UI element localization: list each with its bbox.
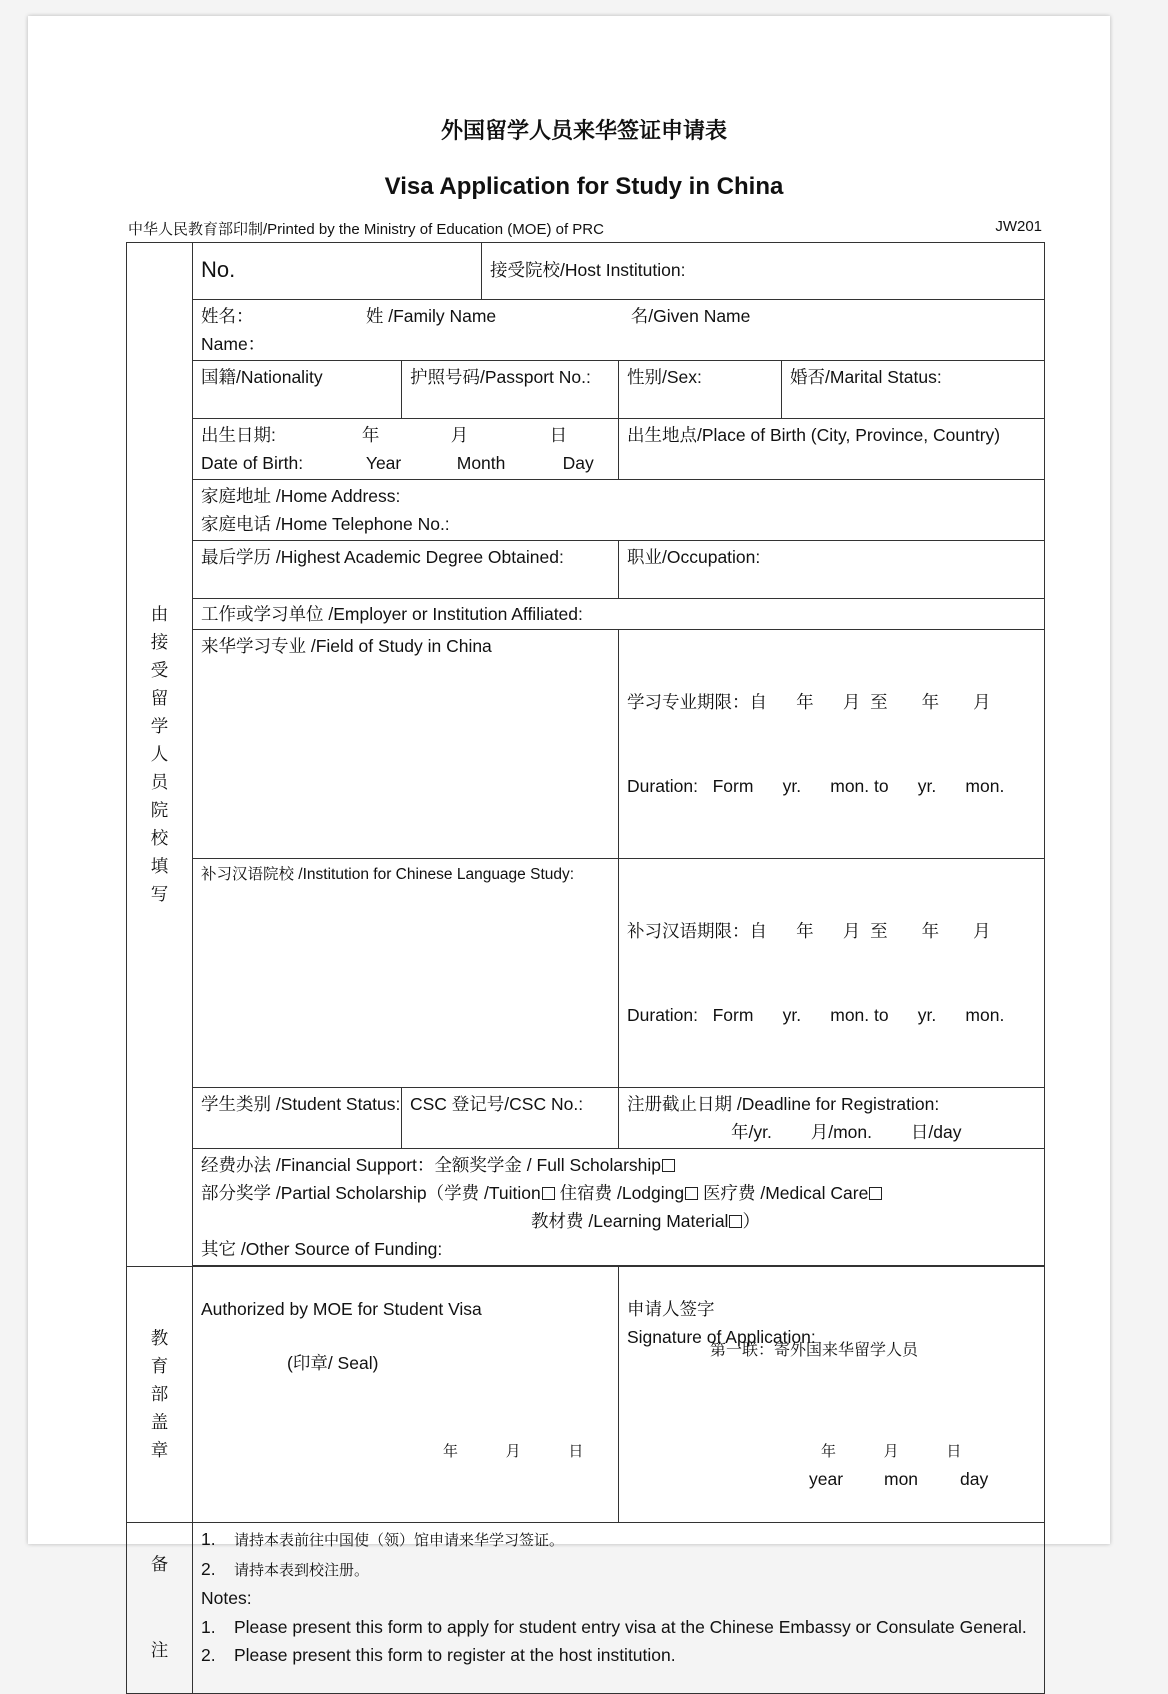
home-phone-label: 家庭电话 /Home Telephone No.: (201, 514, 450, 534)
dob-day-cn: 日 (549, 425, 568, 445)
side-label-char: 人 (150, 744, 169, 765)
note-cn-2: 请持本表到校注册。 (234, 1560, 370, 1579)
note-cn-1: 请持本表前往中国使（领）馆申请来华学习签证。 (234, 1531, 565, 1549)
dob-month-en: Month (456, 453, 506, 473)
side-label-char: 接 (150, 632, 169, 653)
notes-field (193, 1523, 1045, 1694)
place-of-birth-field[interactable] (619, 419, 1045, 480)
side-label-institution (127, 243, 193, 1267)
field-of-study-field[interactable] (193, 630, 619, 859)
chinese-duration-field[interactable] (619, 859, 1045, 1088)
side-label-char: 教 (150, 1328, 169, 1349)
dob-year-cn: 年 (361, 425, 380, 445)
student-status-label: 学生类别 /Student Status: (201, 1094, 401, 1114)
financial-support-field (193, 1149, 1045, 1266)
employer-field[interactable] (193, 599, 1045, 630)
occupation-label: 职业/Occupation: (627, 547, 761, 567)
note-en-2-num: 2. (201, 1645, 216, 1665)
side-label-char: 留 (150, 688, 169, 709)
printed-by-line: 中华人民教育部印制/Printed by the Ministry of Education (MOE) of PRC (128, 221, 604, 238)
side-label-char: 由 (150, 604, 169, 625)
home-contact-field[interactable] (193, 480, 1045, 541)
study-duration-cn: 学习专业期限：自 年 月 至 年 月 (627, 692, 991, 712)
lodging-checkbox[interactable] (685, 1187, 698, 1200)
passport-label: 护照号码/Passport No.: (410, 367, 591, 387)
full-scholarship-checkbox[interactable] (662, 1159, 675, 1172)
no-field[interactable] (193, 243, 482, 300)
side-label-notes-top: 备 (150, 1555, 169, 1575)
nationality-label: 国籍/Nationality (201, 367, 323, 387)
side-label-char: 写 (150, 884, 169, 905)
signature-date-en (809, 1465, 988, 1493)
nationality-field[interactable] (193, 361, 402, 419)
form-title-chinese: 外国留学人员来华签证申请表 (440, 118, 727, 144)
degree-field[interactable] (193, 541, 619, 599)
side-label-moe-text (127, 1325, 192, 1465)
side-label-char: 部 (150, 1384, 169, 1405)
date-of-birth-field[interactable] (193, 419, 619, 480)
learning-material-close: ） (742, 1211, 760, 1231)
side-label-char: 育 (150, 1356, 169, 1377)
moe-authorized-label: Authorized by MOE for Student Visa (201, 1299, 482, 1319)
marital-status-label: 婚否/Marital Status: (790, 367, 942, 387)
note-cn-2-num: 2. (201, 1558, 216, 1579)
learning-material-checkbox[interactable] (729, 1215, 742, 1228)
application-form-table (126, 242, 1045, 1694)
side-label-char: 学 (150, 716, 169, 737)
other-funding-label: 其它 /Other Source of Funding: (201, 1239, 443, 1259)
signature-field[interactable] (619, 1267, 1045, 1523)
moe-date-cn: 年 月 日 (443, 1442, 584, 1460)
csc-no-field[interactable] (402, 1088, 619, 1149)
signature-date-cn: 年 月 日 (821, 1442, 962, 1460)
registration-deadline-field[interactable] (619, 1088, 1045, 1149)
sex-field[interactable] (619, 361, 782, 419)
side-label-char: 章 (150, 1440, 169, 1461)
copy-designation: 第一联：寄外国来华留学人员 (710, 1340, 919, 1359)
chinese-institution-label: 补习汉语院校 /Institution for Chinese Language Study: (201, 866, 575, 883)
sex-label: 性别/Sex: (627, 367, 702, 387)
note-en-1: Please present this form to apply for student entry visa at the Chinese Embassy or Consulate General. (234, 1616, 1027, 1637)
name-field[interactable] (193, 300, 1045, 361)
field-of-study-label: 来华学习专业 /Field of Study in China (201, 636, 492, 656)
note-cn-1-num: 1. (201, 1529, 216, 1549)
name-cn-label: 姓名： (201, 306, 254, 326)
side-label-char: 员 (150, 772, 169, 793)
partial-scholarship-label: 部分奖学 /Partial Scholarship（学费 /Tuition (201, 1183, 541, 1203)
chinese-institution-field[interactable] (193, 859, 619, 1088)
side-label-char: 受 (150, 660, 169, 681)
dob-cn-label: 出生日期: (201, 425, 276, 445)
form-code: JW201 (995, 218, 1042, 235)
dob-en-label: Date of Birth: (201, 453, 304, 473)
note-en-1-num: 1. (201, 1616, 216, 1637)
moe-seal-field[interactable] (193, 1267, 619, 1523)
learning-material-label: 教材费 /Learning Material (531, 1211, 729, 1231)
signature-date-mon: mon (884, 1469, 919, 1489)
side-label-char: 盖 (150, 1412, 169, 1433)
moe-seal-label: (印章/ Seal) (287, 1353, 379, 1373)
host-institution-field[interactable] (482, 243, 1045, 300)
side-label-notes (127, 1523, 193, 1694)
side-label-notes-bottom: 注 (150, 1641, 169, 1661)
medical-care-checkbox[interactable] (869, 1187, 882, 1200)
study-duration-field[interactable] (619, 630, 1045, 859)
chinese-duration-en: Duration: Form yr. mon. to yr. mon. (627, 1005, 1005, 1025)
side-label-institution-text (127, 601, 192, 909)
family-name-label: 姓 /Family Name (365, 306, 497, 326)
side-label-char: 院 (150, 800, 169, 821)
no-label: No. (201, 257, 236, 282)
given-name-label: 名/Given Name (630, 306, 751, 326)
dob-year-en: Year (365, 453, 402, 473)
side-label-char: 填 (150, 856, 169, 877)
tuition-checkbox[interactable] (542, 1187, 555, 1200)
side-label-char: 校 (150, 828, 169, 849)
place-of-birth-label: 出生地点/Place of Birth (City, Province, Country) (627, 425, 1001, 445)
name-en-label: Name： (201, 334, 266, 354)
signature-date-year: year (809, 1469, 844, 1489)
employer-label: 工作或学习单位 /Employer or Institution Affiliated: (201, 604, 583, 624)
dob-day-en: Day (562, 453, 594, 473)
financial-support-label: 经费办法 /Financial Support：全额奖学金 / Full Scholarship (201, 1155, 661, 1175)
chinese-duration-cn: 补习汉语期限：自 年 月 至 年 月 (627, 921, 991, 941)
signature-date-day: day (960, 1469, 989, 1489)
host-institution-label: 接受院校/Host Institution: (490, 260, 686, 280)
side-label-moe (127, 1267, 193, 1523)
student-status-field[interactable] (193, 1088, 402, 1149)
medical-care-label: 医疗费 /Medical Care (703, 1183, 869, 1203)
passport-field[interactable] (402, 361, 619, 419)
deadline-label: 注册截止日期 /Deadline for Registration: (627, 1094, 940, 1114)
lodging-label: 住宿费 /Lodging (559, 1183, 685, 1203)
degree-label: 最后学历 /Highest Academic Degree Obtained: (201, 547, 564, 567)
note-en-2: Please present this form to register at the host institution. (234, 1645, 676, 1665)
form-title-english: Visa Application for Study in China (384, 173, 784, 200)
marital-status-field[interactable] (782, 361, 1045, 419)
notes-title: Notes: (201, 1588, 252, 1608)
signature-label-cn: 申请人签字 (627, 1299, 715, 1319)
dob-month-cn: 月 (450, 425, 469, 445)
csc-no-label: CSC 登记号/CSC No.: (410, 1094, 584, 1114)
signature-label-en: Signature of Application: (627, 1327, 816, 1347)
study-duration-en: Duration: Form yr. mon. to yr. mon. (627, 776, 1005, 796)
deadline-units: 年/yr. 月/mon. 日/day (731, 1122, 962, 1142)
occupation-field[interactable] (619, 541, 1045, 599)
home-address-label: 家庭地址 /Home Address: (201, 486, 401, 506)
